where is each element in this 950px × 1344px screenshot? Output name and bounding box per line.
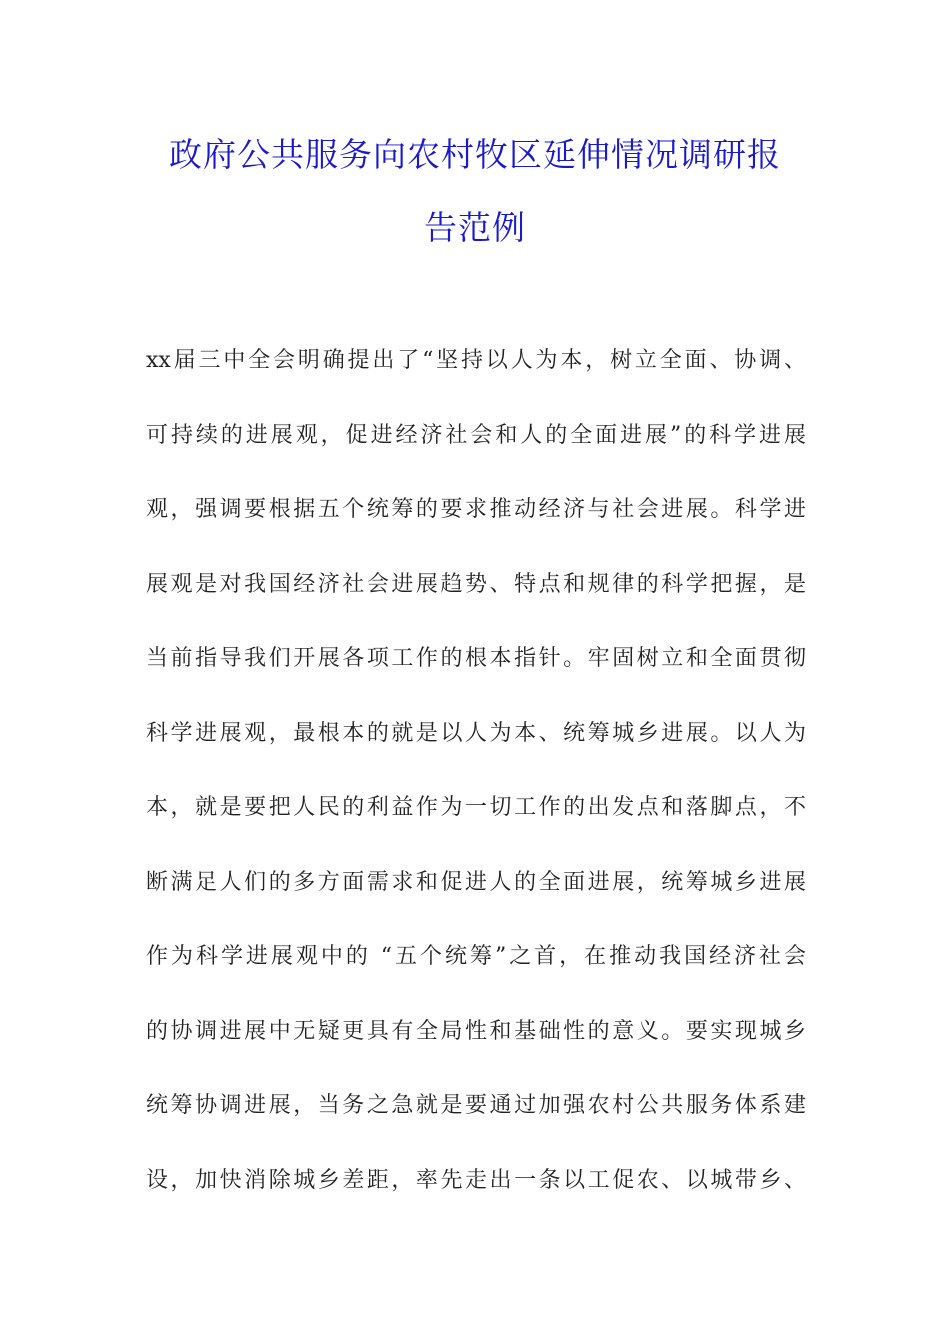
body-text-line: xx届三中全会明确提出了“坚持以人为本，树立全面、协调、	[146, 348, 806, 373]
body-text-line: 本，就是要把人民的利益作为一切工作的出发点和落脚点，不	[146, 795, 806, 820]
body-text-line: 统筹协调进展，当务之急就是要通过加强农村公共服务体系建	[146, 1093, 806, 1118]
document-title-line-2: 告范例	[424, 208, 526, 247]
body-text-line: 断满足人们的多方面需求和促进人的全面进展，统筹城乡进展	[146, 870, 806, 895]
body-text-line: 观，强调要根据五个统筹的要求推动经济与社会进展。科学进	[146, 497, 806, 522]
body-text-line: 展观是对我国经济社会进展趋势、特点和规律的科学把握，是	[146, 572, 806, 597]
body-text-line: 设，加快消除城乡差距，率先走出一条以工促农、以城带乡、	[146, 1168, 806, 1193]
body-text-line: 当前指导我们开展各项工作的根本指针。牢固树立和全面贯彻	[146, 646, 806, 671]
body-text-line: 的协调进展中无疑更具有全局性和基础性的意义。要实现城乡	[146, 1019, 806, 1044]
body-text-line: 科学进展观，最根本的就是以人为本、统筹城乡进展。以人为	[146, 721, 806, 746]
body-text-line: 可持续的进展观，促进经济社会和人的全面进展”的科学进展	[146, 423, 806, 448]
document-title-line-1: 政府公共服务向农村牧区延伸情况调研报	[169, 135, 781, 174]
body-text-line: 作为科学进展观中的 “五个统筹”之首，在推动我国经济社会	[146, 944, 806, 969]
